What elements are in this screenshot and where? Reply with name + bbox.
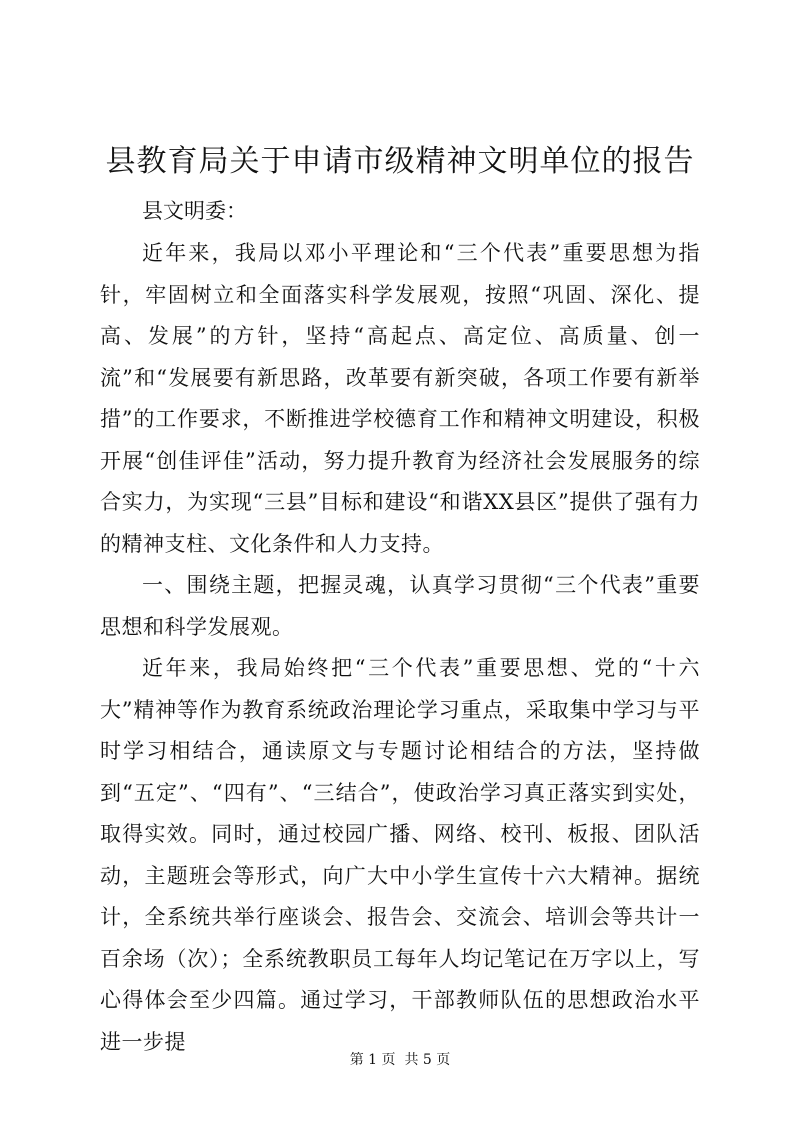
page-footer xyxy=(0,1050,800,1070)
section-heading-1: 一、围绕主题，把握灵魂，认真学习贯彻“三个代表”重要思想和科学发展观。 xyxy=(100,573,700,639)
document-body xyxy=(100,189,700,1063)
salutation: 县文明委： xyxy=(142,199,247,223)
paragraph-intro: 近年来，我局以邓小平理论和“三个代表”重要思想为指针，牢固树立和全面落实科学发展观，按照“巩固、深化、提高、发展”的方针，坚持“高起点、高定位、高质量、创一流”和“发展要有新思路，改革要有新突破，各项工作要有新举措”的工作要求，不断推进学校德育工作和精神文明建设，积极开展“创佳评佳”活动，努力提升教育为经济社会发展服务的综合实力，为实现“三县”目标和建设“和谐XX县区”提供了强有力的精神支柱、文化条件和人力支持。 xyxy=(100,241,700,556)
document-title: 县教育局关于申请市级精神文明单位的报告 xyxy=(105,144,695,179)
page-number: 第 1 页 共 5 页 xyxy=(349,1052,451,1068)
paragraph-section-1: 近年来，我局始终把“三个代表”重要思想、党的“十六大”精神等作为教育系统政治理论学习重点，采取集中学习与平时学习相结合，通读原文与专题讨论相结合的方法，坚持做到“五定”、“四有”、“三结合”，使政治学习真正落实到实处，取得实效。同时，通过校园广播、网络、校刊、板报、团队活动，主题班会等形式，向广大中小学生宣传十六大精神。据统计，全系统共举行座谈会、报告会、交流会、培训会等共计一百余场（次）；全系统教职员工每年人均记笔记在万字以上，写心得体会至少四篇。通过学习，干部教师队伍的思想政治水平进一步提 xyxy=(100,656,700,1054)
